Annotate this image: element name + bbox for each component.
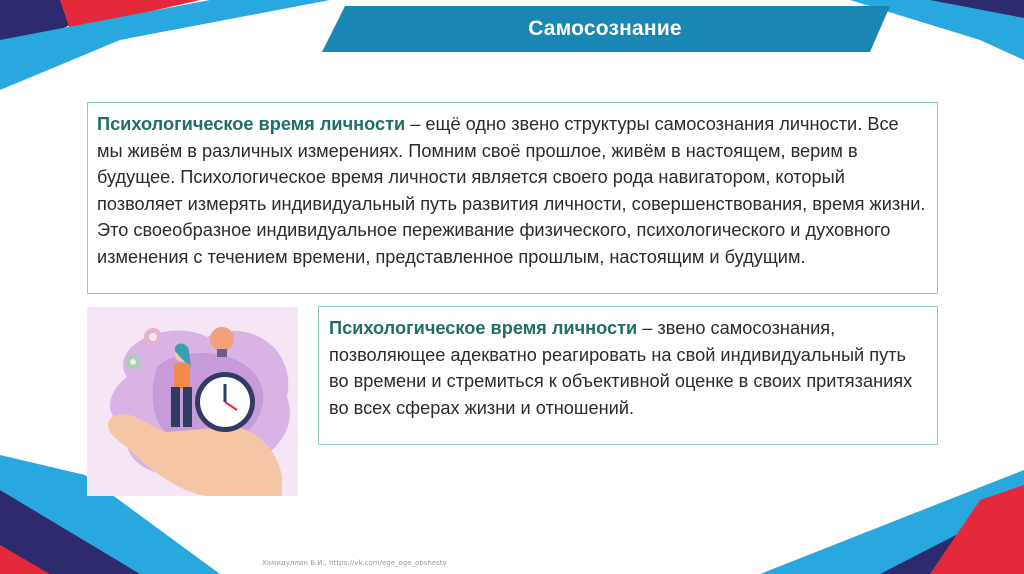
definition-box-main (87, 102, 938, 294)
woman-with-clock-illustration (87, 307, 298, 496)
term-highlight: Психологическое время личности (329, 318, 638, 338)
term-highlight: Психологическое время личности (97, 114, 406, 134)
clock-icon (195, 372, 255, 432)
definition-box-secondary (318, 306, 938, 445)
definition-text: – звено самосознания, позволяющее адекватно реагировать на свой индивидуальный путь во времени и стремиться к объективной оценке в своих притязаниях во всех сферах жизни и отношений. (329, 318, 913, 418)
definition-text: – ещё одно звено структуры самосознания личности. Все мы живём в различных измерениях. Помним своё прошлое, живём в настоящем, верим в будущее. Психологическое время личности является своего рода навигатором, который позволяет измерять индивидуальный путь развития личности, совершенствования, время жизни. Это своеобразное индивидуальное переживание физического, психологического и духовного изменения с течением времени, представленное прошлым, настоящим и будущим. (97, 114, 926, 267)
author-credit: Хамидуллин Б.И., https://vk.com/ege_oge_obshestv (262, 559, 447, 567)
slide-title: Самосознание (528, 17, 682, 40)
